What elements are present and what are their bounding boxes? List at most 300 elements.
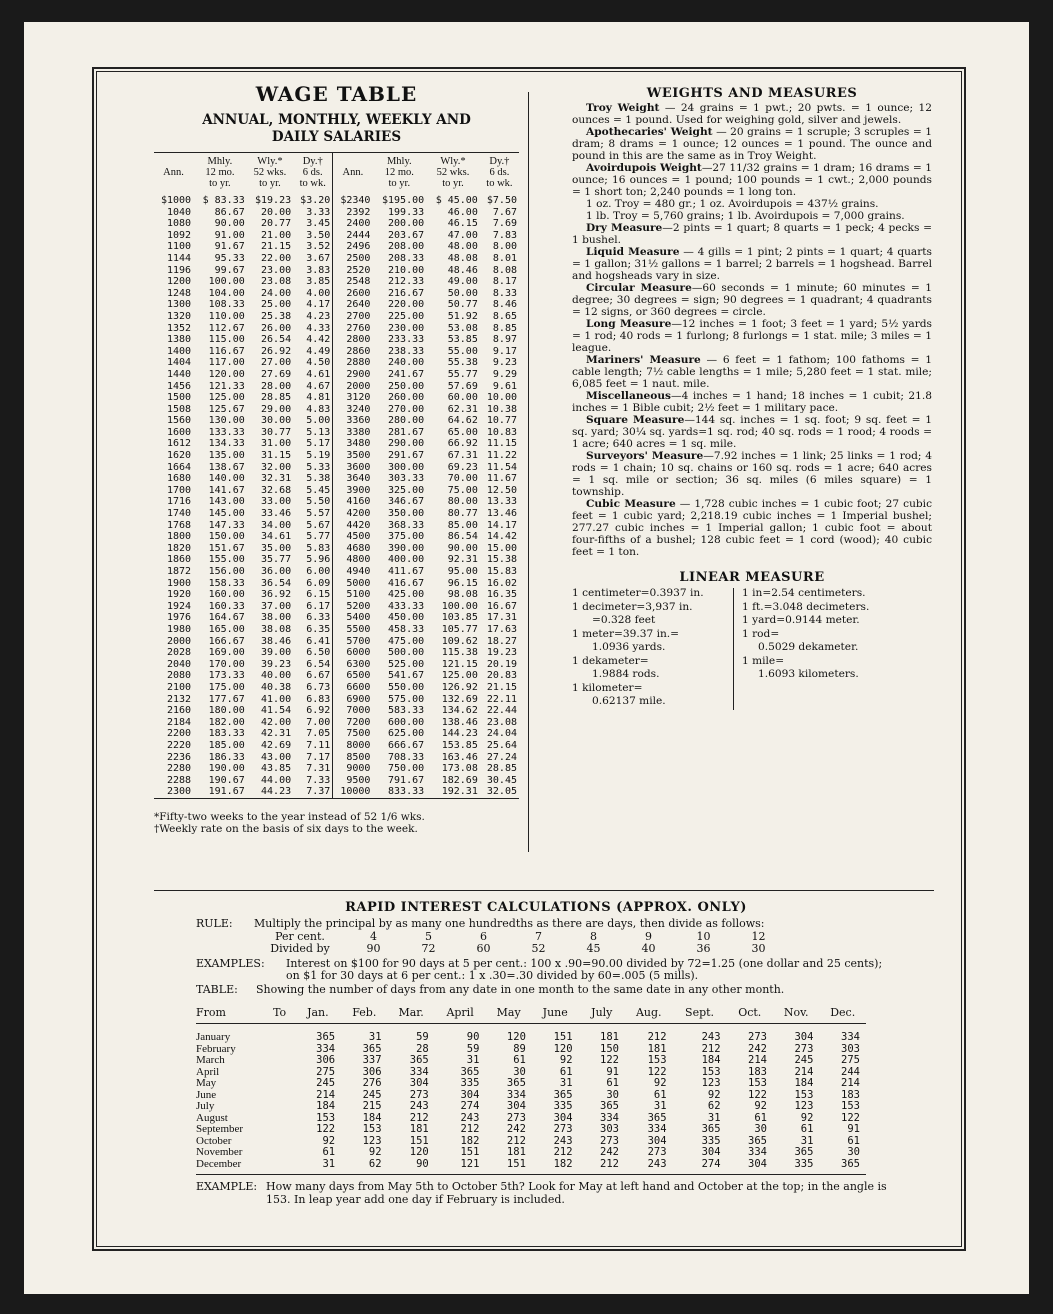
wage-cell: 186.33: [208, 751, 245, 763]
linear-imperial-item: 1.6093 kilometers.: [758, 668, 859, 680]
wage-cell: 241.67: [388, 368, 425, 380]
wage-cell: 18.27: [486, 635, 517, 647]
wage-cell: 4.23: [293, 311, 333, 323]
wage-cell: 20.77: [261, 218, 292, 230]
wage-cell: 1300: [166, 299, 192, 311]
days-cell: 120: [506, 1031, 526, 1044]
wage-cell: 1600: [166, 426, 192, 438]
divided-value: 72: [421, 942, 436, 956]
weights-list: [572, 102, 932, 558]
wage-cell: 7.00: [293, 717, 333, 729]
wage-cell: 9.23: [492, 357, 517, 369]
wage-table-body: [154, 189, 519, 798]
days-cell: 243: [701, 1031, 721, 1044]
wage-row: [154, 311, 519, 323]
col-month: Jan.: [295, 1007, 341, 1024]
wage-cell: 8.00: [492, 241, 517, 253]
days-cell: 334: [316, 1042, 336, 1055]
wage-cell: 5000: [346, 577, 371, 589]
days-cell: 151: [485, 1159, 531, 1175]
days-cell: 61: [800, 1123, 814, 1136]
wage-cell: 2496: [346, 241, 371, 253]
days-row: [196, 1024, 866, 1044]
days-table: [196, 1007, 866, 1175]
wage-cell: 21.15: [261, 241, 292, 253]
wage-cell: 115.00: [208, 334, 245, 346]
wage-cell: 1820: [166, 542, 192, 554]
wage-cell: 1092: [166, 229, 192, 241]
days-cell: 214: [794, 1065, 814, 1078]
days-cell: 334: [409, 1065, 429, 1078]
linear-imperial-item: 1 yard=0.9144 meter.: [742, 614, 860, 626]
wage-cell: 3500: [346, 450, 371, 462]
wage-cell: 163.46: [441, 751, 478, 763]
wage-cell: 6.73: [293, 682, 333, 694]
wage-cell: 375.00: [388, 531, 425, 543]
wage-cell: 191.67: [208, 786, 245, 798]
wage-cell: 7.67: [492, 206, 517, 218]
wage-cell: 4.50: [293, 357, 333, 369]
wage-cell: 91.67: [214, 241, 245, 253]
wage-cell: 1144: [166, 252, 192, 264]
wage-cell: 8.17: [492, 276, 517, 288]
measure-item: [572, 414, 932, 450]
wage-row: [154, 392, 519, 404]
days-cell: 31: [295, 1159, 341, 1175]
wage-cell: 2200: [166, 728, 192, 740]
wage-cell: 100.00: [441, 600, 478, 612]
wage-cell: 36.00: [261, 566, 292, 577]
linear-measure: [572, 588, 932, 710]
days-cell: 30: [754, 1123, 767, 1136]
days-cell: 28: [416, 1042, 429, 1055]
wage-row: [154, 775, 519, 787]
days-cell: 181: [409, 1123, 429, 1136]
wage-cell: 5.19: [293, 450, 333, 462]
wage-cell: 425.00: [388, 589, 425, 601]
wage-cell: 5.67: [293, 520, 333, 532]
wage-cell: $7.50: [486, 195, 517, 206]
days-cell: 306: [362, 1065, 382, 1078]
wage-cell: 1620: [166, 450, 192, 462]
examples-label: EXAMPLES:: [196, 956, 265, 970]
wage-cell: 48.46: [447, 264, 478, 276]
wage-cell: 98.08: [447, 589, 478, 601]
per-cent-value: 5: [425, 929, 432, 943]
hdr-mhly-2: 12 mo.: [205, 167, 235, 178]
wage-cell: 9000: [346, 763, 371, 775]
days-cell: 214: [748, 1054, 767, 1067]
wage-row: [154, 531, 519, 543]
wage-cell: 1980: [166, 623, 192, 635]
wage-cell: 44.23: [261, 786, 292, 798]
wage-cell: 7500: [346, 728, 371, 740]
wage-row: [154, 578, 519, 590]
wage-row: [154, 218, 519, 230]
measure-text: —7.92 inches = 1 link; 25 links = 1 rod; 4 rods = 1 chain; 10 sq. chains or 160 sq. rods = 1 acre; 640 acres = 1 sq. mile or section; 36 sq. miles (6 miles square) = 1 township.: [572, 450, 932, 498]
wage-cell: 60.00: [447, 392, 478, 404]
hdr-wly: Wly.*: [247, 153, 293, 168]
wage-cell: 3.52: [293, 241, 333, 253]
wage-cell: 1320: [166, 310, 192, 322]
measure-head: Avoirdupois Weight: [586, 162, 702, 174]
wage-cell: $3.20: [293, 189, 333, 207]
wage-note-1: *Fifty-two weeks to the year instead of 52 1/6 wks.: [154, 810, 425, 823]
per-cent-value: 10: [696, 929, 711, 943]
wage-cell: 10.83: [486, 426, 517, 438]
wage-cell: 2160: [166, 705, 192, 717]
days-cell: 31: [707, 1111, 721, 1124]
linear-imperial-item: 1 in=2.54 centimeters.: [742, 587, 866, 599]
wage-cell: 138.67: [208, 461, 245, 473]
wage-cell: 29.00: [261, 403, 292, 415]
wage-cell: 1800: [166, 531, 192, 543]
days-cell: 120: [553, 1042, 573, 1055]
wage-cell: 9.61: [492, 380, 517, 392]
measure-text: —2 pints = 1 quart; 8 quarts = 1 peck; 4 pecks = 1 bushel.: [572, 222, 932, 246]
wage-cell: 750.00: [388, 763, 425, 775]
wage-cell: 173.33: [208, 670, 245, 682]
wage-cell: 121.15: [441, 658, 478, 670]
days-cell: 184: [362, 1111, 382, 1124]
days-cell: 122: [647, 1065, 667, 1078]
wage-cell: 6900: [346, 693, 371, 705]
hdr-wly-3: to yr.: [442, 178, 464, 189]
wage-row: [154, 473, 519, 485]
measure-head: Surveyors' Measure: [586, 450, 704, 462]
wage-cell: 25.64: [486, 739, 517, 751]
days-cell: 92: [322, 1134, 336, 1147]
wage-cell: 35.77: [261, 554, 292, 566]
linear-metric-item: 1 centimeter=0.3937 in.: [572, 587, 704, 599]
days-cell: 365: [701, 1123, 721, 1136]
days-cell: 61: [606, 1077, 619, 1090]
wage-cell: 185.00: [208, 739, 245, 751]
days-month: June: [196, 1088, 217, 1101]
linear-metric-item: 1 decimeter=3,937 in.: [572, 600, 693, 613]
wage-cell: $ 45.00: [435, 195, 478, 206]
hdr-mhly-2: 12 mo.: [384, 167, 414, 178]
days-month: September: [196, 1123, 244, 1136]
wage-row: [154, 670, 519, 682]
days-cell: 123: [362, 1134, 382, 1147]
wage-cell: 4.49: [293, 346, 333, 358]
wage-cell: 108.33: [208, 299, 245, 311]
days-cell: 274: [673, 1159, 727, 1175]
per-cent-label: Per cent.: [275, 929, 325, 943]
wage-cell: 260.00: [388, 392, 425, 404]
measure-text: — 24 grains = 1 pwt.; 20 pwts. = 1 ounce; 12 ounces = 1 pound. Used for weighing gold, silver and jewels.: [572, 102, 933, 126]
wage-cell: 1860: [166, 554, 192, 566]
wage-notes: [154, 811, 519, 835]
col-month: Aug.: [625, 1007, 673, 1024]
days-cell: 30: [847, 1146, 860, 1159]
interest-section: [196, 902, 896, 1206]
days-cell: 182: [460, 1134, 480, 1147]
measure-text: — 1,728 cubic inches = 1 cubic foot; 27 cubic feet = 1 cubic yard; 2,218.19 cubic inches = 1 Imperial bushel; 277.27 cubic inches = 1 Imperial gallon; 1 cubic foot = about four-fifths of a bushel; 128 cubic feet = 1 cord (wood); 40 cubic feet = 1 ton.: [572, 498, 932, 558]
wage-cell: 7.33: [293, 775, 333, 787]
days-cell: 62: [707, 1100, 721, 1113]
wage-row: [154, 636, 519, 648]
days-month: May: [196, 1077, 217, 1090]
wage-cell: 170.00: [208, 658, 245, 670]
per-cent-value: 4: [370, 929, 377, 943]
wage-row: [154, 334, 519, 346]
wage-cell: 14.17: [486, 519, 517, 531]
wage-cell: 450.00: [388, 612, 425, 624]
wage-cell: 390.00: [388, 542, 425, 554]
wage-cell: 208.33: [388, 252, 425, 264]
wage-cell: 7.31: [293, 763, 333, 775]
days-month: March: [196, 1054, 225, 1067]
days-cell: 365: [819, 1159, 866, 1175]
wage-cell: 216.67: [388, 287, 425, 299]
measure-item: [572, 354, 932, 390]
wage-row: [154, 276, 519, 288]
days-cell: 31: [466, 1054, 480, 1067]
measure-item: [572, 222, 932, 246]
wage-cell: 27.00: [261, 357, 292, 369]
wage-subtitle-line-1: ANNUAL, MONTHLY, WEEKLY AND: [202, 112, 471, 128]
wage-row: [154, 462, 519, 474]
days-cell: 304: [647, 1134, 667, 1147]
wage-row: [154, 763, 519, 775]
wage-cell: 2880: [346, 357, 371, 369]
wage-cell: 1040: [166, 206, 192, 218]
measure-head: Liquid Measure: [586, 246, 680, 258]
measure-head: Miscellaneous: [586, 390, 671, 402]
wage-cell: 33.46: [261, 508, 292, 520]
days-cell: 273: [409, 1088, 429, 1101]
days-cell: 153: [701, 1065, 721, 1078]
days-cell: 212: [647, 1031, 667, 1044]
wage-cell: 4.61: [293, 369, 333, 381]
wage-cell: 666.67: [388, 739, 425, 751]
days-cell: 31: [368, 1031, 382, 1044]
weights-title: WEIGHTS AND MEASURES: [646, 86, 858, 101]
rule-text: Multiply the principal by as many one hundredths as there are days, then divide as follows:: [254, 917, 765, 931]
days-cell: 304: [794, 1031, 814, 1044]
measure-head: Dry Measure: [586, 222, 663, 234]
wage-cell: 125.67: [208, 403, 245, 415]
wage-cell: 6500: [346, 670, 371, 682]
wage-cell: 27.24: [486, 751, 517, 763]
wage-cell: 2080: [166, 670, 192, 682]
hdr-dy-2: 6 ds.: [489, 167, 510, 178]
hdr-wly-2: 52 wks.: [253, 167, 287, 178]
days-cell: 153: [748, 1077, 767, 1090]
wage-cell: 1380: [166, 334, 192, 346]
hdr-dy-3: to wk.: [486, 178, 513, 189]
wage-cell: 116.67: [208, 345, 245, 357]
days-cell: 365: [600, 1100, 619, 1113]
wage-cell: 182.69: [441, 774, 478, 786]
wage-cell: 34.00: [261, 519, 292, 531]
measure-text: —60 seconds = 1 minute; 60 minutes = 1 degree; 30 degrees = sign; 90 degrees = 1 quadrant; 4 quadrants = 12 signs, or 360 degrees = circle.: [572, 282, 932, 318]
wage-cell: 64.62: [447, 415, 478, 427]
days-cell: 335: [701, 1134, 721, 1147]
days-cell: 365: [409, 1054, 429, 1067]
wage-cell: 291.67: [388, 450, 425, 462]
days-cell: 243: [553, 1134, 573, 1147]
wage-cell: 69.23: [447, 461, 478, 473]
wage-cell: 7.11: [293, 740, 333, 752]
divided-value: 60: [476, 942, 491, 956]
wage-cell: 40.38: [261, 681, 292, 693]
per-cent-value: 6: [480, 929, 487, 943]
wage-row: [154, 404, 519, 416]
wage-cell: 55.77: [447, 368, 478, 380]
days-cell: 61: [559, 1065, 573, 1078]
wage-row: [154, 589, 519, 601]
wage-cell: 225.00: [388, 310, 425, 322]
wage-cell: 23.08: [261, 276, 292, 288]
linear-imperial-item: 1 rod=: [742, 627, 780, 640]
wage-cell: 20.19: [486, 658, 517, 670]
wage-cell: 6000: [346, 647, 371, 659]
days-cell: 303: [841, 1042, 860, 1055]
linear-metric-item: 1 kilometer=: [572, 681, 643, 694]
wage-cell: 86.67: [214, 206, 245, 218]
measure-text: — 4 gills = 1 pint; 2 pints = 1 quart; 4 quarts = 1 gallon; 31½ gallons = 1 barrel; 2 barrels = 1 hogshead. Barrel and hogsheads vary in size.: [572, 246, 932, 282]
wage-cell: 99.67: [214, 264, 245, 276]
wage-cell: 4200: [346, 508, 371, 520]
days-cell: 61: [653, 1088, 667, 1101]
wage-cell: 34.61: [261, 531, 292, 543]
linear-metric-item: 1.0936 yards.: [592, 641, 666, 653]
wage-cell: 41.00: [261, 693, 292, 705]
wage-cell: 368.33: [388, 519, 425, 531]
wage-cell: 2700: [346, 310, 371, 322]
days-cell: 59: [466, 1042, 480, 1055]
days-cell: 243: [409, 1100, 429, 1113]
wage-cell: 6.92: [293, 705, 333, 717]
wage-cell: 3120: [346, 392, 371, 404]
wage-cell: 192.31: [441, 786, 478, 798]
wage-cell: 2444: [346, 229, 371, 241]
wage-cell: 4.81: [293, 392, 333, 404]
days-cell: 90: [388, 1159, 435, 1175]
days-cell: 92: [754, 1100, 767, 1113]
wage-row: [154, 369, 519, 381]
wage-cell: 1976: [166, 612, 192, 624]
days-cell: 275: [841, 1054, 860, 1067]
wage-cell: 24.00: [261, 287, 292, 299]
days-cell: 334: [841, 1031, 860, 1044]
wage-cell: 3.45: [293, 218, 333, 230]
wage-cell: 48.00: [447, 241, 478, 253]
days-cell: 245: [362, 1088, 382, 1101]
wage-cell: 411.67: [388, 566, 425, 577]
days-cell: 153: [316, 1111, 336, 1124]
wage-cell: 708.33: [388, 751, 425, 763]
divided-value: 40: [641, 942, 656, 956]
wage-cell: 165.00: [208, 623, 245, 635]
measure-text: —4 inches = 1 hand; 18 inches = 1 cubit; 21.8 inches = 1 Bible cubit; 2½ feet = 1 military pace.: [572, 390, 932, 414]
wage-cell: 203.67: [388, 229, 425, 241]
rule-row: [196, 918, 896, 930]
wage-cell: 4800: [346, 554, 371, 566]
wage-cell: 57.69: [447, 380, 478, 392]
wage-cell: 110.00: [208, 310, 245, 322]
wage-row: [154, 508, 519, 520]
days-cell: 214: [316, 1088, 336, 1101]
wage-cell: 6.35: [293, 624, 333, 636]
wage-cell: 23.00: [261, 264, 292, 276]
wage-cell: 177.67: [208, 693, 245, 705]
wage-cell: 4.33: [293, 323, 333, 335]
wage-cell: 50.00: [447, 287, 478, 299]
wage-note-2: †Weekly rate on the basis of six days to the week.: [154, 822, 418, 835]
days-cell: 31: [653, 1100, 667, 1113]
wage-cell: 23.08: [486, 716, 517, 728]
days-cell: 151: [409, 1134, 429, 1147]
wage-cell: 1612: [166, 438, 192, 450]
days-cell: 151: [553, 1031, 573, 1044]
hdr-mhly: Mhly.: [372, 153, 426, 168]
wage-cell: 2300: [166, 786, 192, 798]
col-from: From: [196, 1007, 265, 1024]
divided-value: 45: [586, 942, 601, 956]
wage-cell: 32.05: [486, 786, 517, 798]
wage-cell: 3480: [346, 438, 371, 450]
wage-cell: 103.85: [441, 612, 478, 624]
days-cell: 184: [316, 1100, 336, 1113]
wage-cell: 66.92: [447, 438, 478, 450]
days-cell: 273: [794, 1042, 814, 1055]
wage-cell: 15.00: [486, 542, 517, 554]
days-month: November: [196, 1146, 243, 1159]
wage-cell: 7.17: [293, 752, 333, 764]
wage-cell: 135.00: [208, 450, 245, 462]
wage-cell: 11.22: [486, 450, 517, 462]
wage-cell: 325.00: [388, 484, 425, 496]
hdr-dy: Dy.†: [293, 153, 333, 168]
days-cell: 90: [466, 1031, 480, 1044]
wage-row: [154, 624, 519, 636]
wage-cell: 120.00: [208, 368, 245, 380]
days-cell: 183: [748, 1065, 767, 1078]
wage-cell: 2040: [166, 658, 192, 670]
days-cell: 92: [559, 1054, 573, 1067]
wage-cell: 270.00: [388, 403, 425, 415]
days-cell: 335: [460, 1077, 480, 1090]
wage-cell: 400.00: [388, 554, 425, 566]
wage-cell: 17.63: [486, 623, 517, 635]
wage-cell: 9500: [346, 774, 371, 786]
days-cell: 275: [316, 1065, 336, 1078]
wage-cell: 15.83: [486, 566, 517, 577]
measure-item: [572, 450, 932, 498]
wage-cell: 1200: [166, 276, 192, 288]
wage-cell: 38.00: [261, 612, 292, 624]
days-month: October: [196, 1134, 232, 1147]
wage-cell: 238.33: [388, 345, 425, 357]
wage-cell: 13.33: [486, 496, 517, 508]
measure-item: [572, 282, 932, 318]
wage-cell: 134.33: [208, 438, 245, 450]
wage-cell: 112.67: [208, 322, 245, 334]
wage-cell: 7.37: [293, 786, 333, 798]
wage-cell: 6.33: [293, 612, 333, 624]
wage-cell: 109.62: [441, 635, 478, 647]
wage-table-title: WAGE TABLE: [255, 82, 418, 106]
wage-cell: 625.00: [388, 728, 425, 740]
wage-cell: 4.67: [293, 381, 333, 393]
wage-cell: 3380: [346, 426, 371, 438]
wage-cell: 16.35: [486, 589, 517, 601]
days-cell: 303: [600, 1123, 619, 1136]
